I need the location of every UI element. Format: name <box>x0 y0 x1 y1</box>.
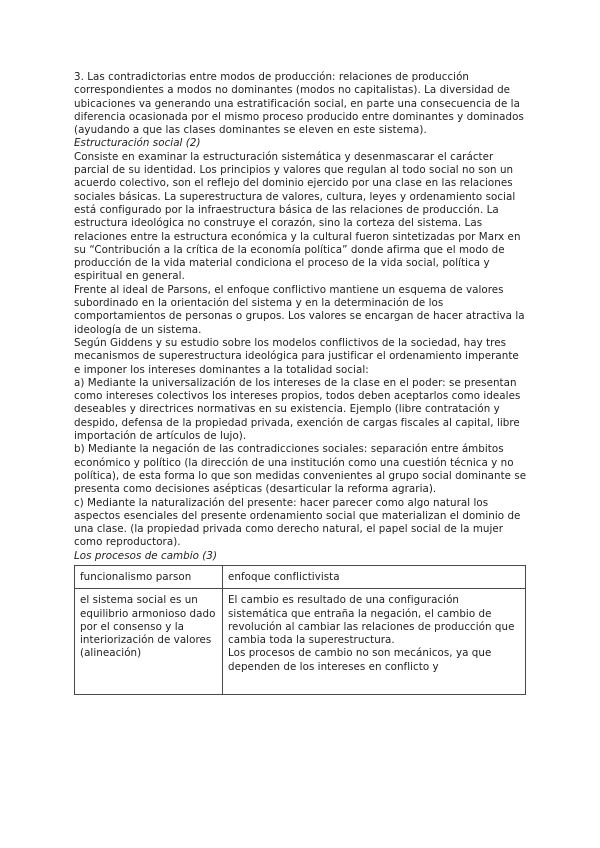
mechanism-c: c) Mediante la naturalización del presente: hacer parecer como algo natural los aspectos esenciales del presente ordenamiento social que materializan el dominio de una clase. (la propiedad privada como derecho natural, el papel social de la mujer como reproductora). <box>74 496 521 549</box>
heading-change: Los procesos de cambio (3) <box>74 549 218 562</box>
mechanism-b: b) Mediante la negación de las contradicciones sociales: separación entre ámbitos económico y político (la dirección de una institución como una cuestión técnica y no política), de esta forma lo que son medidas convenientes al grupo social dominante se presenta como decisiones asépticas (desarticular la reforma agraria). <box>74 443 527 496</box>
cell-conflict-text-2: Los procesos de cambio no son mecánicos, ya que dependen de los intereses en conflicto y <box>228 647 492 673</box>
table-header-row <box>75 565 526 588</box>
table-row <box>75 589 526 695</box>
cell-conflict-text-1: El cambio es resultado de una configuración sistemática que entraña la negación, el cambio de revolución al cambiar las relaciones de producción que cambia toda la superestructura. <box>228 594 515 647</box>
cell-conflict <box>223 589 526 695</box>
header-conflict: enfoque conflictivista <box>223 565 526 588</box>
heading-structuration: Estructuración social (2) <box>74 137 201 150</box>
mechanism-a: a) Mediante la universalización de los intereses de la clase en el poder: se presentan como intereses colectivos los intereses propios, todos deben aceptarlos como ideales deseables y directrices normativas en su existencia. Ejemplo (libre contratación y despido, defensa de la propiedad privada, exención de cargas fiscales al capital, libre importación de artículos de lujo). <box>74 376 521 443</box>
intro-paragraph: 3. Las contradictorias entre modos de producción: relaciones de producción correspondientes a modos no dominantes (modos no capitalistas). La diversidad de ubicaciones va generando una estratificación social, en parte una consecuencia de la diferencia ocasionada por el mismo proceso producido entre dominantes y dominados (ayudando a que las clases dominantes se eleven en este sistema). <box>74 71 524 137</box>
parsons-paragraph: Frente al ideal de Parsons, el enfoque conflictivo mantiene un esquema de valores subordinado en la orientación del sistema y en la determinación de los comportamientos de personas o grupos. Los valores se encargan de hacer atractiva la ideología de un sistema. <box>74 283 525 336</box>
comparison-table <box>74 565 526 695</box>
cell-functionalism: el sistema social es un equilibrio armonioso dado por el consenso y la interiorización de valores (alineación) <box>75 589 223 695</box>
header-functionalism: funcionalismo parson <box>75 565 223 588</box>
document-page <box>74 71 528 695</box>
giddens-paragraph: Según Giddens y su estudio sobre los modelos conflictivos de la sociedad, hay tres mecanismos de superestructura ideológica para justificar el ordenamiento imperante e imponer los intereses dominantes a la totalidad social: <box>74 336 519 376</box>
structuration-paragraph: Consiste en examinar la estructuración sistemática y desenmascarar el carácter parcial de su identidad. Los principios y valores que regulan al todo social no son un acuerdo colectivo, son el reflejo del dominio ejercido por una clase en las relaciones sociales básicas. La superestructura de valores, cultura, leyes y ordenamiento social está configurado por la infraestructura básica de las relaciones de producción. La estructura ideológica no construye el corazón, sino la corteza del sistema. Las relaciones entre la estructura económica y la cultural fueron sintetizadas por Marx en su “Contribución a la crítica de la economía política” donde afirma que el modo de producción de la vida material condiciona el proceso de la vida social, política y espiritual en general. <box>74 150 521 283</box>
